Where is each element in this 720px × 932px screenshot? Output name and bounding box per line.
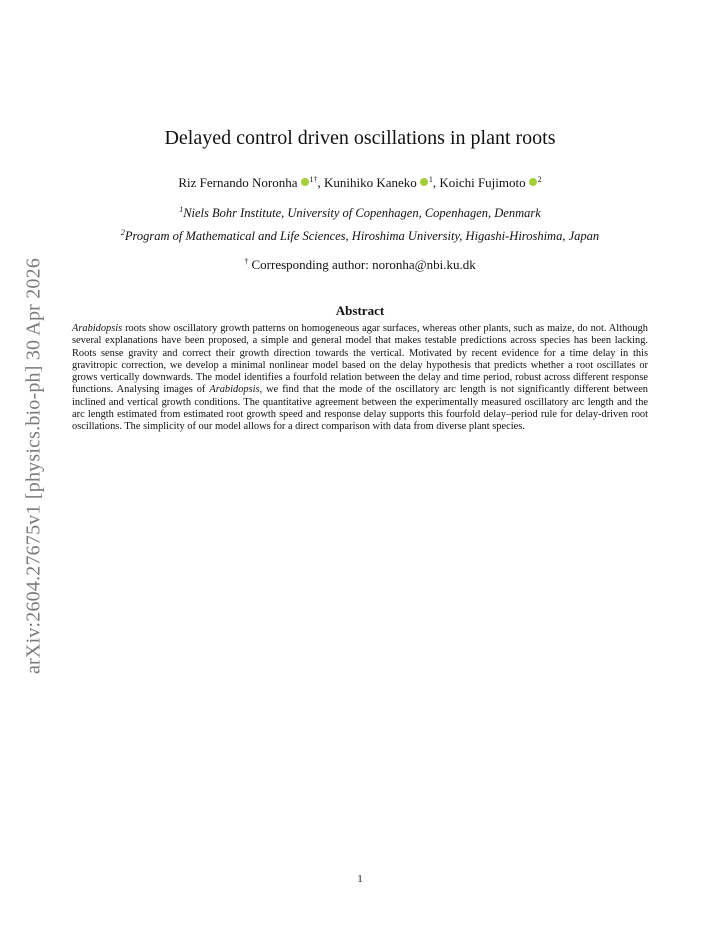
arxiv-side-stamp: arXiv:2604.27675v1 [physics.bio-ph] 30 Apr 2026 — [22, 257, 45, 675]
species-name: Arabidopsis — [72, 323, 123, 334]
abstract-text: roots show oscillatory growth patterns on homogeneous agar surfaces, whereas other plants, such as maize, do not. Although several explanations have been proposed, a simple and general model that makes testable predictions across species has been lacking. Roots sense gravity and correct their growth direction towards the vertical. Motivated by recent evidence for a time delay in this gravitropic correction, we develop a minimal nonlinear model based on the delay hypothesis that predicts whether a root oscillates or grows vertically downwards. The model identifies a fourfold relation between the delay and time period, robust across different response functions. Analysing images of — [72, 323, 648, 396]
paper-title: Delayed control driven oscillations in plant roots — [164, 127, 556, 149]
dagger-mark: † — [244, 257, 249, 266]
abstract-body — [72, 323, 648, 434]
corresponding-text[interactable]: Corresponding author: noronha@nbi.ku.dk — [251, 257, 476, 272]
orcid-icon[interactable] — [529, 178, 537, 186]
species-name: Arabidopsis — [209, 384, 260, 396]
affiliation-1 — [0, 206, 720, 221]
author-affil-mark: 1 — [428, 175, 433, 184]
author-affil-mark: 1† — [309, 175, 318, 184]
corresponding-author — [0, 257, 720, 273]
author-separator: , — [317, 175, 325, 190]
author-list — [0, 175, 720, 191]
orcid-icon[interactable] — [301, 178, 309, 186]
page-number: 1 — [357, 873, 363, 885]
affiliation-text: Program of Mathematical and Life Sciences, Hiroshima University, Higashi-Hiroshima, Japan — [124, 229, 600, 243]
author-name[interactable]: Koichi Fujimoto — [439, 175, 526, 190]
author-name[interactable]: Kunihiko Kaneko — [324, 175, 417, 190]
affiliation-number: 1 — [179, 205, 184, 214]
abstract-heading: Abstract — [335, 303, 385, 318]
author-name[interactable]: Riz Fernando Noronha — [178, 175, 298, 190]
affiliation-2 — [0, 229, 720, 244]
author-separator: , — [432, 175, 440, 190]
author-affil-mark: 2 — [537, 175, 542, 184]
abstract-text: , we find that the mode of the oscillatory arc length is not significantly different between inclined and vertical growth conditions. The quantitative agreement between the experimentally measured oscillatory arc length and the arc length estimated from estimated root growth speed and response delay supports this fourfold delay–period rule for delay-driven root oscillations. The simplicity of our model allows for a direct comparison with data from diverse plant species. — [72, 384, 648, 433]
orcid-icon[interactable] — [420, 178, 428, 186]
affiliation-text: Niels Bohr Institute, University of Copenhagen, Copenhagen, Denmark — [183, 206, 541, 220]
affiliation-number: 2 — [120, 228, 125, 237]
